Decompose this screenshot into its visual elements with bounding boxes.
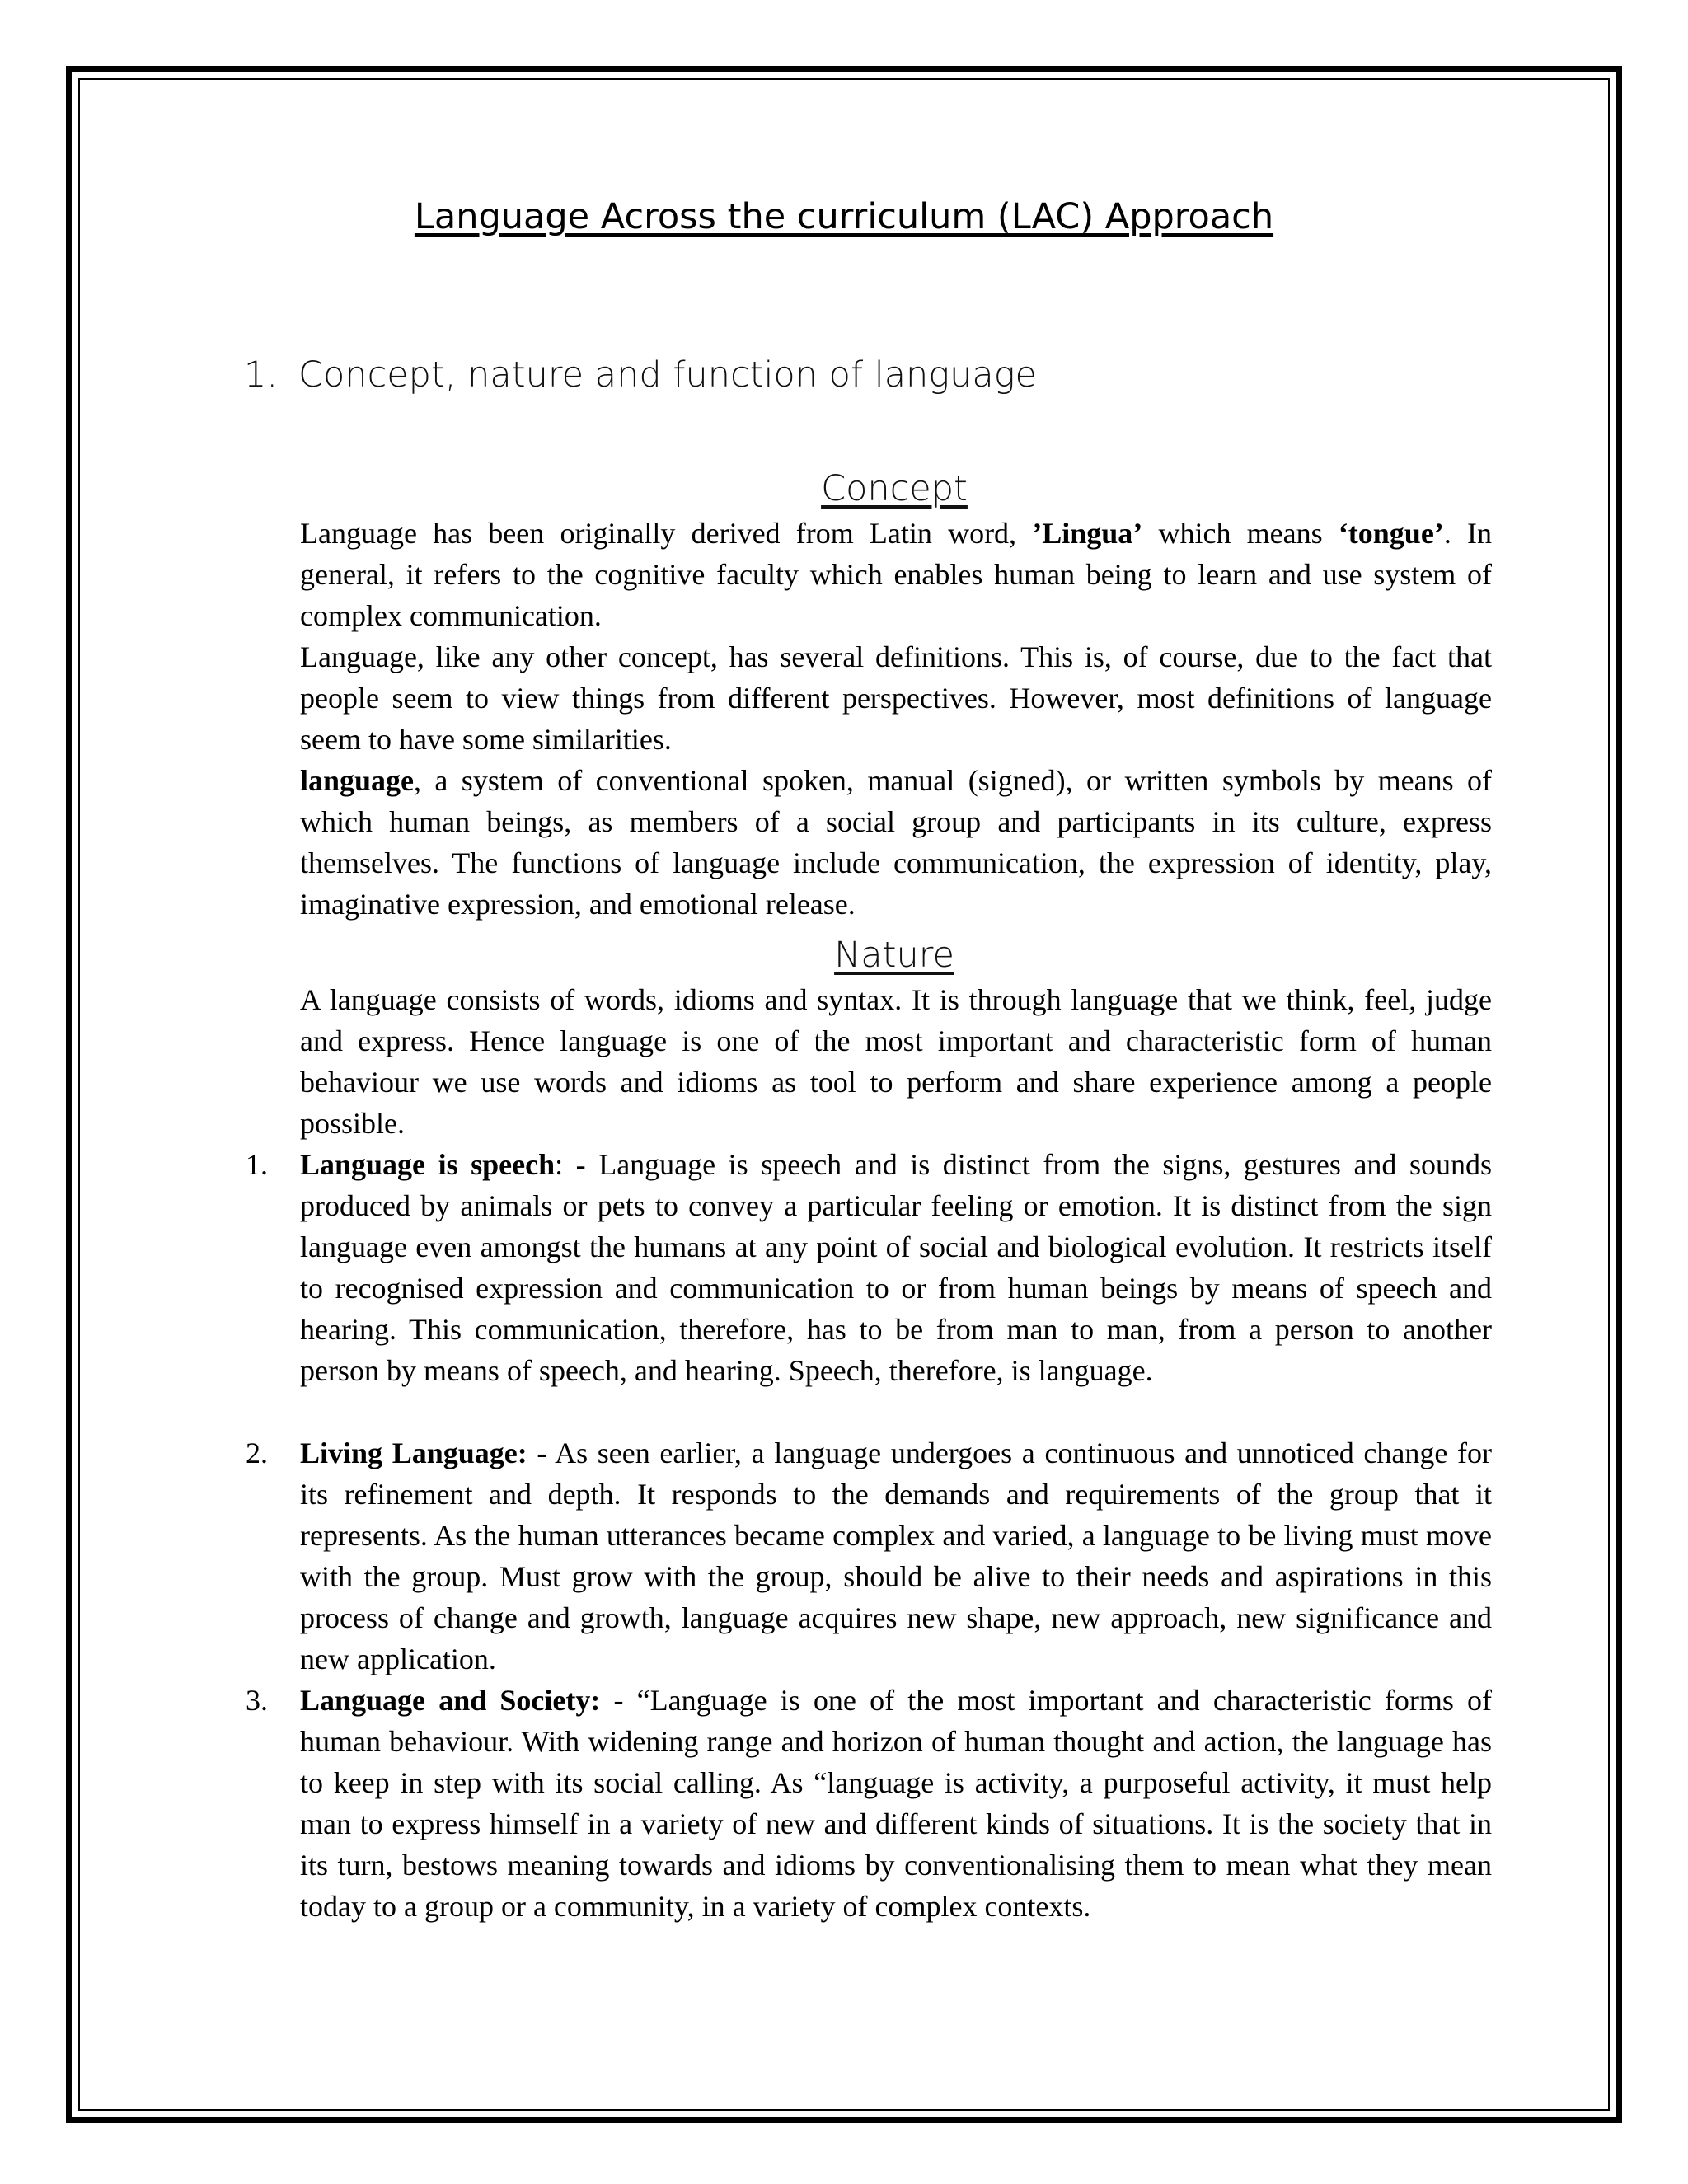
text-run: , a system of conventional spoken, manual (signed), or written symbols by means of which human beings, as members of a social group and participants in its culture, express themselves. The functions of language include communication, the expression of identity, play, imaginative expression, and emotional release. xyxy=(300,764,1492,921)
list-item-number: 3. xyxy=(246,1684,268,1717)
list-item-number: 1. xyxy=(246,1148,268,1181)
page-title: Language Across the curriculum (LAC) Approach xyxy=(414,196,1274,237)
bold-term-language: language xyxy=(300,764,415,797)
text-run: . In general, it refers to the cognitive faculty which enables human being to learn and use system of complex communication. xyxy=(300,517,1492,632)
concept-heading: Concept xyxy=(821,468,968,509)
nature-heading: Nature xyxy=(834,935,954,976)
concept-paragraph-2: Language, like any other concept, has several definitions. This is, of course, due to the fact that people seem to view things from different perspectives. However, most definitions of language seem to have some similarities. xyxy=(300,640,1492,756)
bold-term-tongue: ‘tongue’ xyxy=(1338,517,1444,550)
bold-term-lingua: ’Lingua’ xyxy=(1032,517,1143,550)
text-run: Language has been originally derived from Latin word, xyxy=(300,517,1033,550)
nature-intro-paragraph: A language consists of words, idioms and syntax. It is through language that we think, feel, judge and express. Hence language is one of the most important and characteristic form of human behaviour we use words and idioms as tool to perform and share experience among a people possible. xyxy=(300,983,1492,1140)
list-item-text: “Language is one of the most important and characteristic forms of human behaviour. With widening range and horizon of human thought and action, the language has to keep in step with its social calling. As “language is activity, a purposeful activity, it must help man to express himself in a variety of new and different kinds of situations. It is the society that in its turn, bestows meaning towards and idioms by conventionalising them to mean what they mean today to a group or a community, in a variety of complex contexts. xyxy=(300,1684,1492,1923)
section-number: 1. xyxy=(244,354,279,396)
list-item-number: 2. xyxy=(246,1436,268,1469)
list-item-term: Living Language: - xyxy=(300,1436,547,1469)
concept-paragraph-3 xyxy=(300,760,1492,925)
text-run: which means xyxy=(1142,517,1339,550)
list-item xyxy=(300,1432,1492,1680)
list-item-term: Language and Society: - xyxy=(300,1684,624,1717)
list-item-text: : - Language is speech and is distinct from the signs, gestures and sounds produced by animals or pets to convey a particular feeling or emotion. It is distinct from the sign language even amongst the humans at any point of social and biological evolution. It restricts itself to recognised expression and communication to or from human beings by means of speech and hearing. This communication, therefore, has to be from man to man, from a person to another person by means of speech, and hearing. Speech, therefore, is language. xyxy=(300,1148,1492,1387)
list-item-text: As seen earlier, a language undergoes a continuous and unnoticed change for its refinement and depth. It responds to the demands and requirements of the group that it represents. As the human utterances became complex and varied, a language to be living must move with the group. Must grow with the group, should be alive to their needs and aspirations in this process of change and growth, language acquires new shape, new approach, new significance and new application. xyxy=(300,1436,1493,1675)
list-item-term: Language is speech xyxy=(300,1148,556,1181)
list-item xyxy=(300,1144,1492,1391)
list-item xyxy=(300,1680,1492,1927)
concept-paragraph-1 xyxy=(300,513,1492,636)
section-heading xyxy=(244,354,1037,396)
section-heading-text: Concept, nature and function of language xyxy=(298,354,1037,396)
